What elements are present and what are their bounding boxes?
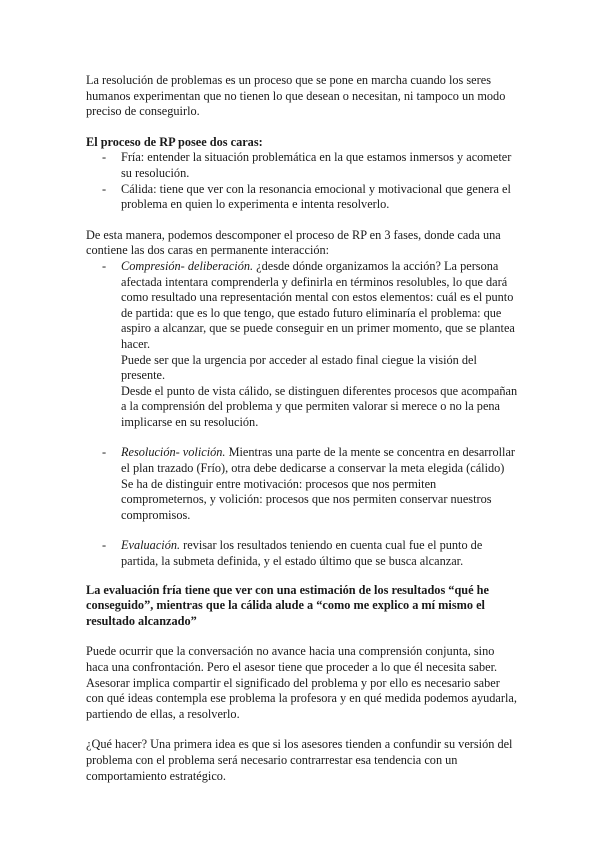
phase-item-comprension [86, 259, 518, 431]
list-item [86, 182, 518, 213]
phases-list [86, 259, 518, 570]
phase-item-evaluacion [86, 538, 518, 569]
two-faces-item-fria: Fría: entender la situación problemática en la que estamos inmersos y acometer su resolución. [121, 150, 512, 180]
phase-paragraph: Se ha de distinguir entre motivación: procesos que nos permiten comprometernos, y volición: procesos que nos permiten conservar nuestros compromisos. [121, 476, 492, 522]
phases-intro-paragraph: De esta manera, podemos descomponer el proceso de RP en 3 fases, donde cada una contiene las dos caras en permanente interacción: [86, 227, 501, 258]
phase-paragraph [121, 445, 518, 476]
dash-bullet: - [102, 538, 107, 553]
phase-text: ¿desde dónde organizamos la acción? La persona afectada intentara comprenderla y definirla en términos resolubles, lo que dará como resultado una representación mental con estos elementos: cuál es el punto de partida: que es lo que tengo, que estado futuro eliminaría el problema: que aspiro a alcanzar, que se puede conseguir en un primer momento, que se plantea hacer. [121, 258, 515, 351]
intro-paragraph: La resolución de problemas es un proceso que se pone en marcha cuando los seres humanos experimentan que no tienen lo que desean o necesitan, ni tampoco un modo preciso de conseguirlo. [86, 73, 506, 119]
dash-bullet: - [102, 150, 107, 165]
two-faces-item-calida: Cálida: tiene que ver con la resonancia emocional y motivacional que genera el problema en quien lo experimenta e intenta resolverlo. [121, 181, 511, 212]
phase-item-resolucion [86, 445, 518, 523]
document-page [86, 73, 518, 784]
conversation-paragraph: Asesorar implica compartir el significado del problema y por ello es necesario saber con qué ideas contempla ese problema la profesora y en qué medida podemos ayudarla, partiendo de ellas, a resolverlo. [86, 675, 517, 721]
two-faces-list [86, 150, 518, 212]
closing-paragraph: ¿Qué hacer? Una primera idea es que si los asesores tienden a confundir su versión del problema con el problema será necesario contrarrestar esa tendencia con un comportamiento estratégico. [86, 737, 513, 783]
phase-title: Resolución- volición. [121, 445, 226, 460]
conversation-paragraph: Puede ocurrir que la conversación no avance hacia una comprensión conjunta, sino haca una confrontación. Pero el asesor tiene que proceder a lo que él necesita saber. [86, 644, 498, 674]
evaluation-bold-paragraph: La evaluación fría tiene que ver con una estimación de los resultados “qué he conseguido”, mientras que la cálida alude a “como me explico a mí mismo el resultado alcanzado” [86, 582, 489, 628]
phase-paragraph: Puede ser que la urgencia por acceder al estado final ciegue la visión del presente. [121, 352, 477, 383]
phase-paragraph [121, 259, 518, 353]
spacer [86, 430, 518, 445]
phase-title: Evaluación. [121, 538, 181, 553]
two-faces-heading: El proceso de RP posee dos caras: [86, 134, 263, 149]
spacer [86, 523, 518, 538]
phase-paragraph [121, 538, 518, 569]
list-item [86, 150, 518, 181]
phase-text: Mientras una parte de la mente se concentra en desarrollar el plan trazado (Frío), otra debe dedicarse a conservar la meta elegida (cálido) [121, 445, 516, 476]
dash-bullet: - [102, 445, 107, 460]
phase-text: revisar los resultados teniendo en cuenta cual fue el punto de partida, la submeta definida, y el estado último que se busca alcanzar. [121, 538, 483, 569]
dash-bullet: - [102, 181, 107, 196]
dash-bullet: - [102, 258, 107, 273]
phase-title: Compresión- deliberación. [121, 258, 254, 273]
phase-paragraph: Desde el punto de vista cálido, se distinguen diferentes procesos que acompañan a la comprensión del problema y que permiten valorar si merece o no la pena implicarse en su resolución. [121, 383, 518, 429]
